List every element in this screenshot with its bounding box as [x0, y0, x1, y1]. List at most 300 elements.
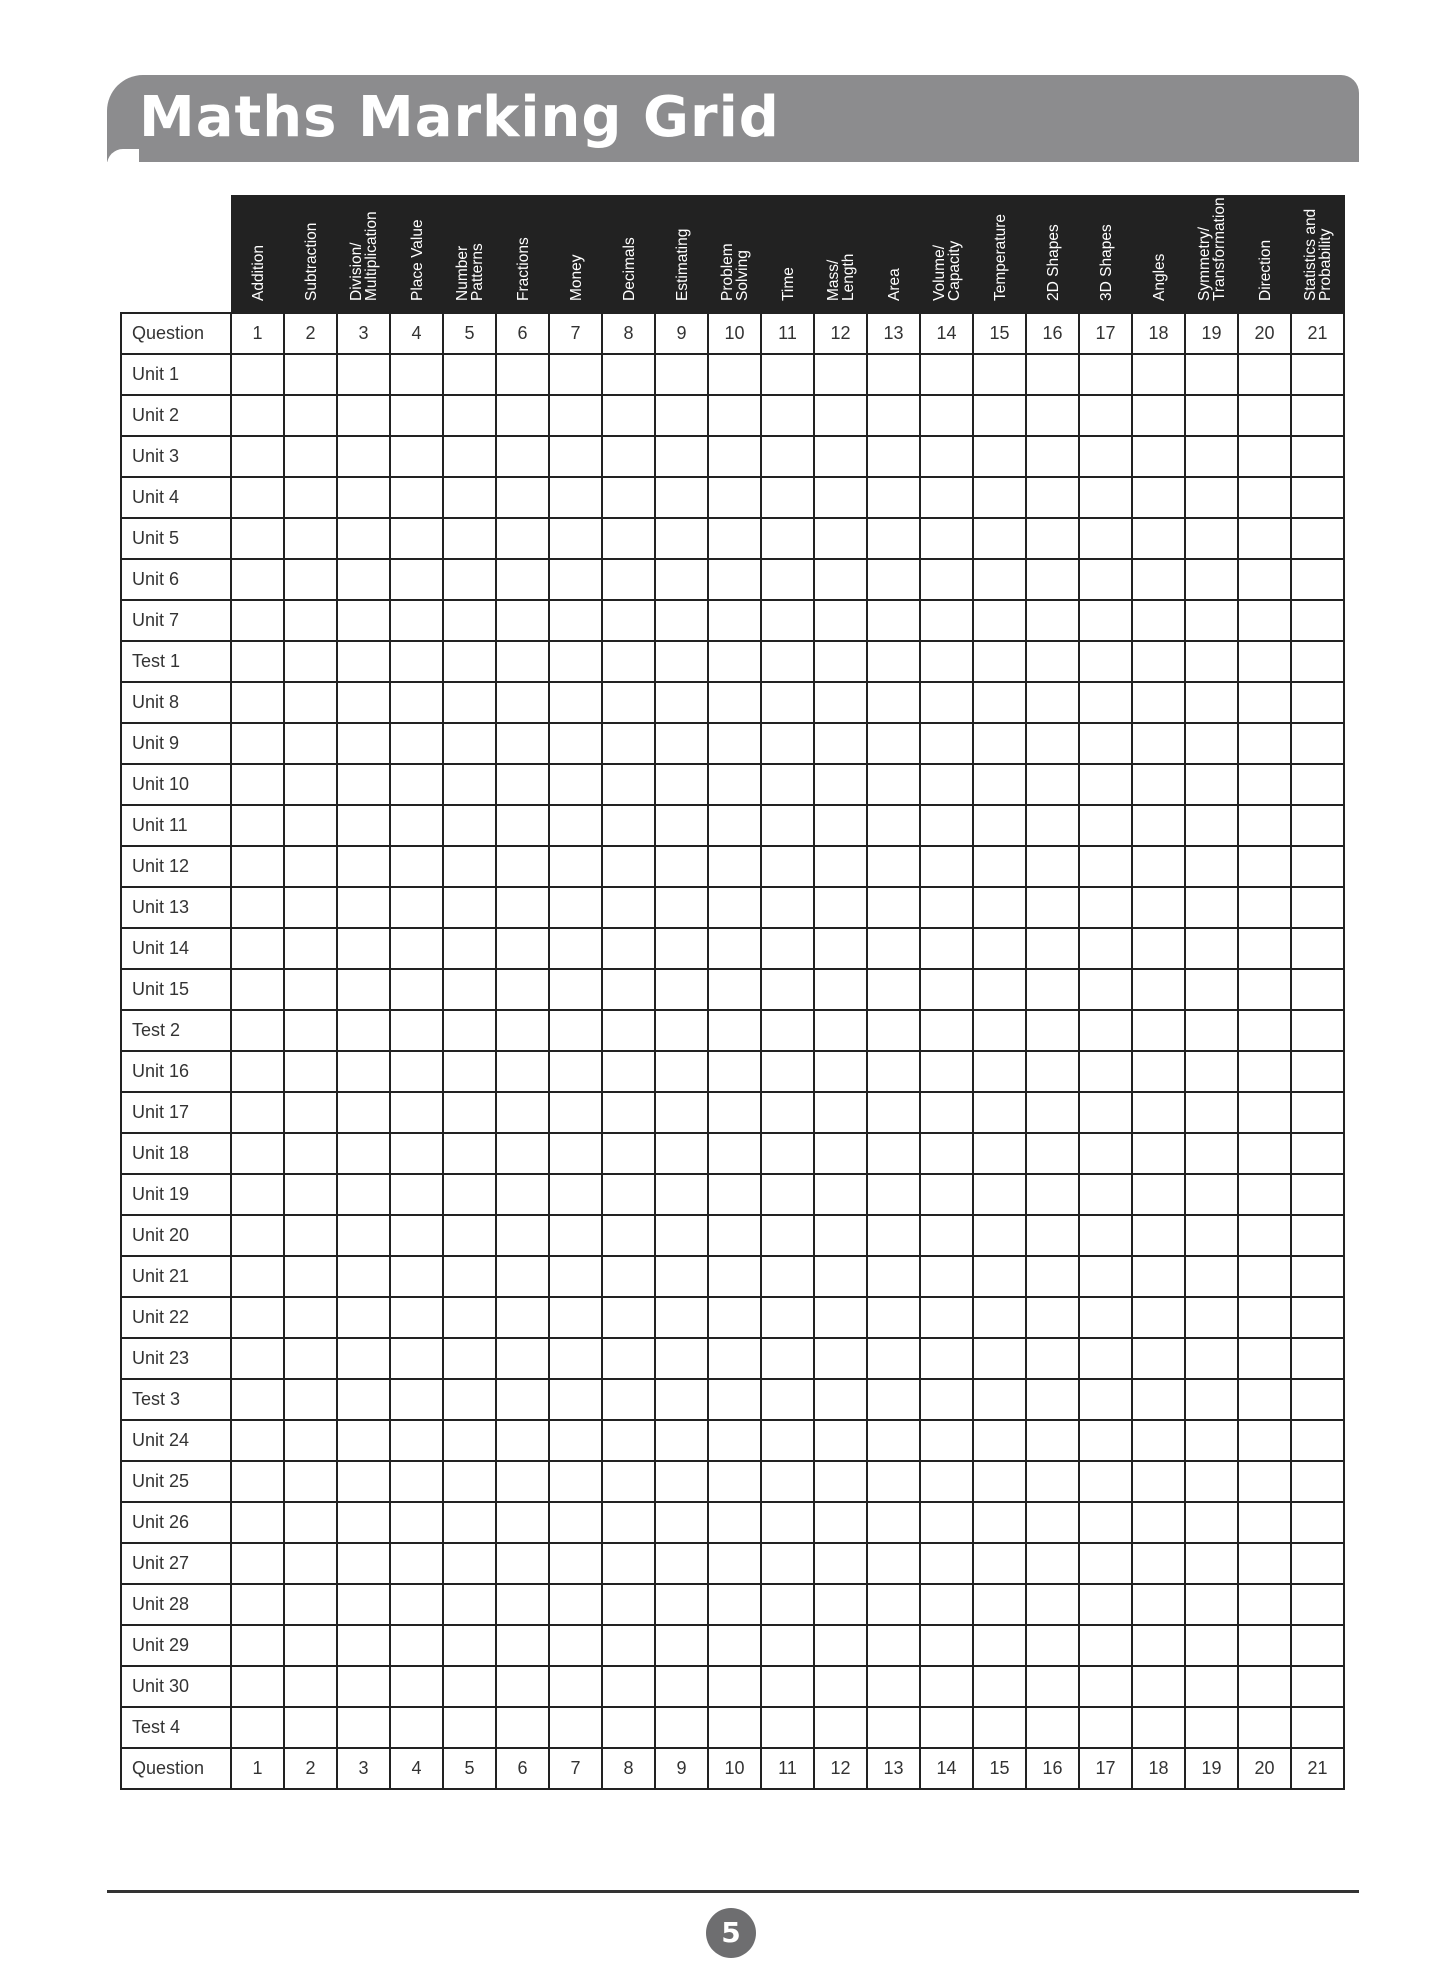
mark-cell[interactable] — [1079, 395, 1132, 436]
mark-cell[interactable] — [231, 1543, 284, 1584]
mark-cell[interactable] — [337, 682, 390, 723]
mark-cell[interactable] — [920, 1215, 973, 1256]
mark-cell[interactable] — [1026, 1461, 1079, 1502]
mark-cell[interactable] — [920, 1379, 973, 1420]
mark-cell[interactable] — [867, 1707, 920, 1748]
mark-cell[interactable] — [1238, 969, 1291, 1010]
mark-cell[interactable] — [1185, 600, 1238, 641]
mark-cell[interactable] — [231, 969, 284, 1010]
mark-cell[interactable] — [761, 1543, 814, 1584]
mark-cell[interactable] — [337, 1707, 390, 1748]
mark-cell[interactable] — [920, 641, 973, 682]
mark-cell[interactable] — [761, 887, 814, 928]
mark-cell[interactable] — [231, 1502, 284, 1543]
mark-cell[interactable] — [496, 477, 549, 518]
mark-cell[interactable] — [443, 600, 496, 641]
mark-cell[interactable] — [1132, 682, 1185, 723]
mark-cell[interactable] — [1185, 1092, 1238, 1133]
mark-cell[interactable] — [549, 1297, 602, 1338]
mark-cell[interactable] — [1079, 1297, 1132, 1338]
mark-cell[interactable] — [1132, 1256, 1185, 1297]
mark-cell[interactable] — [390, 1051, 443, 1092]
mark-cell[interactable] — [549, 1092, 602, 1133]
mark-cell[interactable] — [973, 846, 1026, 887]
mark-cell[interactable] — [867, 682, 920, 723]
mark-cell[interactable] — [1132, 764, 1185, 805]
mark-cell[interactable] — [1079, 1584, 1132, 1625]
mark-cell[interactable] — [920, 1666, 973, 1707]
mark-cell[interactable] — [761, 1256, 814, 1297]
mark-cell[interactable] — [602, 354, 655, 395]
mark-cell[interactable] — [602, 436, 655, 477]
mark-cell[interactable] — [1185, 477, 1238, 518]
mark-cell[interactable] — [496, 559, 549, 600]
mark-cell[interactable] — [549, 969, 602, 1010]
mark-cell[interactable] — [1026, 1092, 1079, 1133]
mark-cell[interactable] — [496, 928, 549, 969]
mark-cell[interactable] — [1132, 1461, 1185, 1502]
mark-cell[interactable] — [708, 887, 761, 928]
mark-cell[interactable] — [867, 1502, 920, 1543]
mark-cell[interactable] — [231, 1338, 284, 1379]
mark-cell[interactable] — [284, 1010, 337, 1051]
mark-cell[interactable] — [1238, 1707, 1291, 1748]
mark-cell[interactable] — [443, 1625, 496, 1666]
mark-cell[interactable] — [1238, 1010, 1291, 1051]
mark-cell[interactable] — [867, 518, 920, 559]
mark-cell[interactable] — [1238, 1092, 1291, 1133]
mark-cell[interactable] — [1238, 559, 1291, 600]
mark-cell[interactable] — [1079, 1461, 1132, 1502]
mark-cell[interactable] — [708, 1338, 761, 1379]
mark-cell[interactable] — [390, 1584, 443, 1625]
mark-cell[interactable] — [1185, 1666, 1238, 1707]
mark-cell[interactable] — [337, 1338, 390, 1379]
mark-cell[interactable] — [1079, 518, 1132, 559]
mark-cell[interactable] — [1026, 1420, 1079, 1461]
mark-cell[interactable] — [814, 559, 867, 600]
mark-cell[interactable] — [549, 1625, 602, 1666]
mark-cell[interactable] — [1026, 395, 1079, 436]
mark-cell[interactable] — [973, 764, 1026, 805]
mark-cell[interactable] — [443, 559, 496, 600]
mark-cell[interactable] — [867, 928, 920, 969]
mark-cell[interactable] — [284, 1297, 337, 1338]
mark-cell[interactable] — [761, 682, 814, 723]
mark-cell[interactable] — [443, 1174, 496, 1215]
mark-cell[interactable] — [602, 600, 655, 641]
mark-cell[interactable] — [284, 764, 337, 805]
mark-cell[interactable] — [1079, 559, 1132, 600]
mark-cell[interactable] — [973, 1625, 1026, 1666]
mark-cell[interactable] — [231, 354, 284, 395]
mark-cell[interactable] — [920, 1174, 973, 1215]
mark-cell[interactable] — [1079, 764, 1132, 805]
mark-cell[interactable] — [814, 969, 867, 1010]
mark-cell[interactable] — [1238, 477, 1291, 518]
mark-cell[interactable] — [1132, 1297, 1185, 1338]
mark-cell[interactable] — [1238, 846, 1291, 887]
mark-cell[interactable] — [920, 600, 973, 641]
mark-cell[interactable] — [1185, 1502, 1238, 1543]
mark-cell[interactable] — [814, 764, 867, 805]
mark-cell[interactable] — [231, 559, 284, 600]
mark-cell[interactable] — [1185, 1461, 1238, 1502]
mark-cell[interactable] — [1026, 354, 1079, 395]
mark-cell[interactable] — [1026, 764, 1079, 805]
mark-cell[interactable] — [761, 641, 814, 682]
mark-cell[interactable] — [549, 354, 602, 395]
mark-cell[interactable] — [602, 969, 655, 1010]
mark-cell[interactable] — [1238, 1625, 1291, 1666]
mark-cell[interactable] — [1132, 1584, 1185, 1625]
mark-cell[interactable] — [337, 600, 390, 641]
mark-cell[interactable] — [602, 764, 655, 805]
mark-cell[interactable] — [231, 846, 284, 887]
mark-cell[interactable] — [973, 1092, 1026, 1133]
mark-cell[interactable] — [1238, 641, 1291, 682]
mark-cell[interactable] — [973, 436, 1026, 477]
mark-cell[interactable] — [814, 1256, 867, 1297]
mark-cell[interactable] — [920, 1461, 973, 1502]
mark-cell[interactable] — [655, 1707, 708, 1748]
mark-cell[interactable] — [602, 1707, 655, 1748]
mark-cell[interactable] — [708, 682, 761, 723]
mark-cell[interactable] — [1132, 600, 1185, 641]
mark-cell[interactable] — [1185, 1215, 1238, 1256]
mark-cell[interactable] — [390, 723, 443, 764]
mark-cell[interactable] — [1238, 1420, 1291, 1461]
mark-cell[interactable] — [496, 1297, 549, 1338]
mark-cell[interactable] — [973, 682, 1026, 723]
mark-cell[interactable] — [231, 1666, 284, 1707]
mark-cell[interactable] — [1238, 1297, 1291, 1338]
mark-cell[interactable] — [708, 1297, 761, 1338]
mark-cell[interactable] — [443, 1666, 496, 1707]
mark-cell[interactable] — [867, 1256, 920, 1297]
mark-cell[interactable] — [1238, 1051, 1291, 1092]
mark-cell[interactable] — [337, 887, 390, 928]
mark-cell[interactable] — [443, 1338, 496, 1379]
mark-cell[interactable] — [1185, 1584, 1238, 1625]
mark-cell[interactable] — [443, 1379, 496, 1420]
mark-cell[interactable] — [443, 723, 496, 764]
mark-cell[interactable] — [602, 1051, 655, 1092]
mark-cell[interactable] — [443, 354, 496, 395]
mark-cell[interactable] — [1291, 518, 1344, 559]
mark-cell[interactable] — [231, 1420, 284, 1461]
mark-cell[interactable] — [337, 1461, 390, 1502]
mark-cell[interactable] — [920, 436, 973, 477]
mark-cell[interactable] — [284, 436, 337, 477]
mark-cell[interactable] — [1291, 846, 1344, 887]
mark-cell[interactable] — [1185, 641, 1238, 682]
mark-cell[interactable] — [549, 1133, 602, 1174]
mark-cell[interactable] — [496, 1215, 549, 1256]
mark-cell[interactable] — [390, 1174, 443, 1215]
mark-cell[interactable] — [1132, 846, 1185, 887]
mark-cell[interactable] — [1026, 1010, 1079, 1051]
mark-cell[interactable] — [867, 1338, 920, 1379]
mark-cell[interactable] — [1238, 1666, 1291, 1707]
mark-cell[interactable] — [1079, 1092, 1132, 1133]
mark-cell[interactable] — [549, 928, 602, 969]
mark-cell[interactable] — [390, 1256, 443, 1297]
mark-cell[interactable] — [1291, 354, 1344, 395]
mark-cell[interactable] — [761, 1092, 814, 1133]
mark-cell[interactable] — [708, 1584, 761, 1625]
mark-cell[interactable] — [1291, 1092, 1344, 1133]
mark-cell[interactable] — [1185, 1174, 1238, 1215]
mark-cell[interactable] — [284, 1420, 337, 1461]
mark-cell[interactable] — [655, 887, 708, 928]
mark-cell[interactable] — [284, 1625, 337, 1666]
mark-cell[interactable] — [390, 1297, 443, 1338]
mark-cell[interactable] — [814, 1010, 867, 1051]
mark-cell[interactable] — [920, 723, 973, 764]
mark-cell[interactable] — [390, 1461, 443, 1502]
mark-cell[interactable] — [602, 1420, 655, 1461]
mark-cell[interactable] — [708, 1379, 761, 1420]
mark-cell[interactable] — [284, 1502, 337, 1543]
mark-cell[interactable] — [814, 805, 867, 846]
mark-cell[interactable] — [337, 1133, 390, 1174]
mark-cell[interactable] — [337, 1543, 390, 1584]
mark-cell[interactable] — [1079, 436, 1132, 477]
mark-cell[interactable] — [708, 1666, 761, 1707]
mark-cell[interactable] — [1132, 1174, 1185, 1215]
mark-cell[interactable] — [231, 1256, 284, 1297]
mark-cell[interactable] — [443, 1297, 496, 1338]
mark-cell[interactable] — [867, 477, 920, 518]
mark-cell[interactable] — [602, 805, 655, 846]
mark-cell[interactable] — [549, 1584, 602, 1625]
mark-cell[interactable] — [496, 436, 549, 477]
mark-cell[interactable] — [443, 764, 496, 805]
mark-cell[interactable] — [337, 641, 390, 682]
mark-cell[interactable] — [920, 1420, 973, 1461]
mark-cell[interactable] — [337, 518, 390, 559]
mark-cell[interactable] — [1026, 1174, 1079, 1215]
mark-cell[interactable] — [973, 1666, 1026, 1707]
mark-cell[interactable] — [1132, 395, 1185, 436]
mark-cell[interactable] — [1132, 1010, 1185, 1051]
mark-cell[interactable] — [867, 600, 920, 641]
mark-cell[interactable] — [920, 1010, 973, 1051]
mark-cell[interactable] — [920, 1256, 973, 1297]
mark-cell[interactable] — [655, 846, 708, 887]
mark-cell[interactable] — [284, 805, 337, 846]
mark-cell[interactable] — [1291, 436, 1344, 477]
mark-cell[interactable] — [443, 436, 496, 477]
mark-cell[interactable] — [1132, 1379, 1185, 1420]
mark-cell[interactable] — [549, 1051, 602, 1092]
mark-cell[interactable] — [496, 887, 549, 928]
mark-cell[interactable] — [284, 1584, 337, 1625]
mark-cell[interactable] — [549, 559, 602, 600]
mark-cell[interactable] — [231, 1133, 284, 1174]
mark-cell[interactable] — [1185, 1338, 1238, 1379]
mark-cell[interactable] — [867, 1010, 920, 1051]
mark-cell[interactable] — [1132, 354, 1185, 395]
mark-cell[interactable] — [814, 1502, 867, 1543]
mark-cell[interactable] — [1238, 723, 1291, 764]
mark-cell[interactable] — [390, 1379, 443, 1420]
mark-cell[interactable] — [1026, 723, 1079, 764]
mark-cell[interactable] — [1026, 682, 1079, 723]
mark-cell[interactable] — [496, 723, 549, 764]
mark-cell[interactable] — [1238, 1174, 1291, 1215]
mark-cell[interactable] — [602, 1584, 655, 1625]
mark-cell[interactable] — [1079, 354, 1132, 395]
mark-cell[interactable] — [549, 641, 602, 682]
mark-cell[interactable] — [1185, 764, 1238, 805]
mark-cell[interactable] — [1026, 1502, 1079, 1543]
mark-cell[interactable] — [602, 1625, 655, 1666]
mark-cell[interactable] — [602, 1543, 655, 1584]
mark-cell[interactable] — [549, 477, 602, 518]
mark-cell[interactable] — [284, 1707, 337, 1748]
mark-cell[interactable] — [390, 395, 443, 436]
mark-cell[interactable] — [1079, 477, 1132, 518]
mark-cell[interactable] — [496, 1092, 549, 1133]
mark-cell[interactable] — [655, 641, 708, 682]
mark-cell[interactable] — [390, 1215, 443, 1256]
mark-cell[interactable] — [549, 1215, 602, 1256]
mark-cell[interactable] — [920, 969, 973, 1010]
mark-cell[interactable] — [973, 354, 1026, 395]
mark-cell[interactable] — [867, 764, 920, 805]
mark-cell[interactable] — [761, 1461, 814, 1502]
mark-cell[interactable] — [761, 764, 814, 805]
mark-cell[interactable] — [1291, 1215, 1344, 1256]
mark-cell[interactable] — [920, 928, 973, 969]
mark-cell[interactable] — [655, 395, 708, 436]
mark-cell[interactable] — [337, 395, 390, 436]
mark-cell[interactable] — [814, 354, 867, 395]
mark-cell[interactable] — [1291, 1051, 1344, 1092]
mark-cell[interactable] — [496, 1502, 549, 1543]
mark-cell[interactable] — [1132, 1502, 1185, 1543]
mark-cell[interactable] — [1079, 1215, 1132, 1256]
mark-cell[interactable] — [602, 1092, 655, 1133]
mark-cell[interactable] — [655, 1461, 708, 1502]
mark-cell[interactable] — [655, 1256, 708, 1297]
mark-cell[interactable] — [708, 1215, 761, 1256]
mark-cell[interactable] — [1238, 1584, 1291, 1625]
mark-cell[interactable] — [708, 1092, 761, 1133]
mark-cell[interactable] — [231, 928, 284, 969]
mark-cell[interactable] — [602, 1297, 655, 1338]
mark-cell[interactable] — [1185, 1256, 1238, 1297]
mark-cell[interactable] — [867, 1584, 920, 1625]
mark-cell[interactable] — [761, 600, 814, 641]
mark-cell[interactable] — [708, 641, 761, 682]
mark-cell[interactable] — [1132, 477, 1185, 518]
mark-cell[interactable] — [284, 846, 337, 887]
mark-cell[interactable] — [1026, 1297, 1079, 1338]
mark-cell[interactable] — [602, 723, 655, 764]
mark-cell[interactable] — [655, 764, 708, 805]
mark-cell[interactable] — [814, 1379, 867, 1420]
mark-cell[interactable] — [390, 1010, 443, 1051]
mark-cell[interactable] — [496, 764, 549, 805]
mark-cell[interactable] — [443, 928, 496, 969]
mark-cell[interactable] — [814, 1420, 867, 1461]
mark-cell[interactable] — [655, 805, 708, 846]
mark-cell[interactable] — [920, 1625, 973, 1666]
mark-cell[interactable] — [443, 846, 496, 887]
mark-cell[interactable] — [708, 805, 761, 846]
mark-cell[interactable] — [284, 600, 337, 641]
mark-cell[interactable] — [973, 805, 1026, 846]
mark-cell[interactable] — [655, 1133, 708, 1174]
mark-cell[interactable] — [231, 1092, 284, 1133]
mark-cell[interactable] — [920, 354, 973, 395]
mark-cell[interactable] — [390, 969, 443, 1010]
mark-cell[interactable] — [655, 1625, 708, 1666]
mark-cell[interactable] — [1132, 1133, 1185, 1174]
mark-cell[interactable] — [443, 518, 496, 559]
mark-cell[interactable] — [231, 1625, 284, 1666]
mark-cell[interactable] — [920, 1707, 973, 1748]
mark-cell[interactable] — [284, 887, 337, 928]
mark-cell[interactable] — [443, 805, 496, 846]
mark-cell[interactable] — [1026, 887, 1079, 928]
mark-cell[interactable] — [1238, 887, 1291, 928]
mark-cell[interactable] — [1079, 1338, 1132, 1379]
mark-cell[interactable] — [284, 1092, 337, 1133]
mark-cell[interactable] — [1079, 969, 1132, 1010]
mark-cell[interactable] — [814, 723, 867, 764]
mark-cell[interactable] — [390, 846, 443, 887]
mark-cell[interactable] — [973, 1379, 1026, 1420]
mark-cell[interactable] — [708, 928, 761, 969]
mark-cell[interactable] — [390, 354, 443, 395]
mark-cell[interactable] — [1132, 518, 1185, 559]
mark-cell[interactable] — [814, 928, 867, 969]
mark-cell[interactable] — [1079, 1174, 1132, 1215]
mark-cell[interactable] — [1238, 1461, 1291, 1502]
mark-cell[interactable] — [708, 559, 761, 600]
mark-cell[interactable] — [814, 1543, 867, 1584]
mark-cell[interactable] — [549, 1707, 602, 1748]
mark-cell[interactable] — [973, 1707, 1026, 1748]
mark-cell[interactable] — [920, 1051, 973, 1092]
mark-cell[interactable] — [1079, 887, 1132, 928]
mark-cell[interactable] — [1291, 1297, 1344, 1338]
mark-cell[interactable] — [920, 559, 973, 600]
mark-cell[interactable] — [1026, 1707, 1079, 1748]
mark-cell[interactable] — [1291, 1666, 1344, 1707]
mark-cell[interactable] — [443, 1051, 496, 1092]
mark-cell[interactable] — [814, 1461, 867, 1502]
mark-cell[interactable] — [814, 1051, 867, 1092]
mark-cell[interactable] — [1291, 1379, 1344, 1420]
mark-cell[interactable] — [973, 477, 1026, 518]
mark-cell[interactable] — [231, 600, 284, 641]
mark-cell[interactable] — [655, 1543, 708, 1584]
mark-cell[interactable] — [1185, 723, 1238, 764]
mark-cell[interactable] — [655, 723, 708, 764]
mark-cell[interactable] — [284, 395, 337, 436]
mark-cell[interactable] — [496, 1010, 549, 1051]
mark-cell[interactable] — [1238, 764, 1291, 805]
mark-cell[interactable] — [867, 723, 920, 764]
mark-cell[interactable] — [867, 969, 920, 1010]
mark-cell[interactable] — [761, 1707, 814, 1748]
mark-cell[interactable] — [602, 1256, 655, 1297]
